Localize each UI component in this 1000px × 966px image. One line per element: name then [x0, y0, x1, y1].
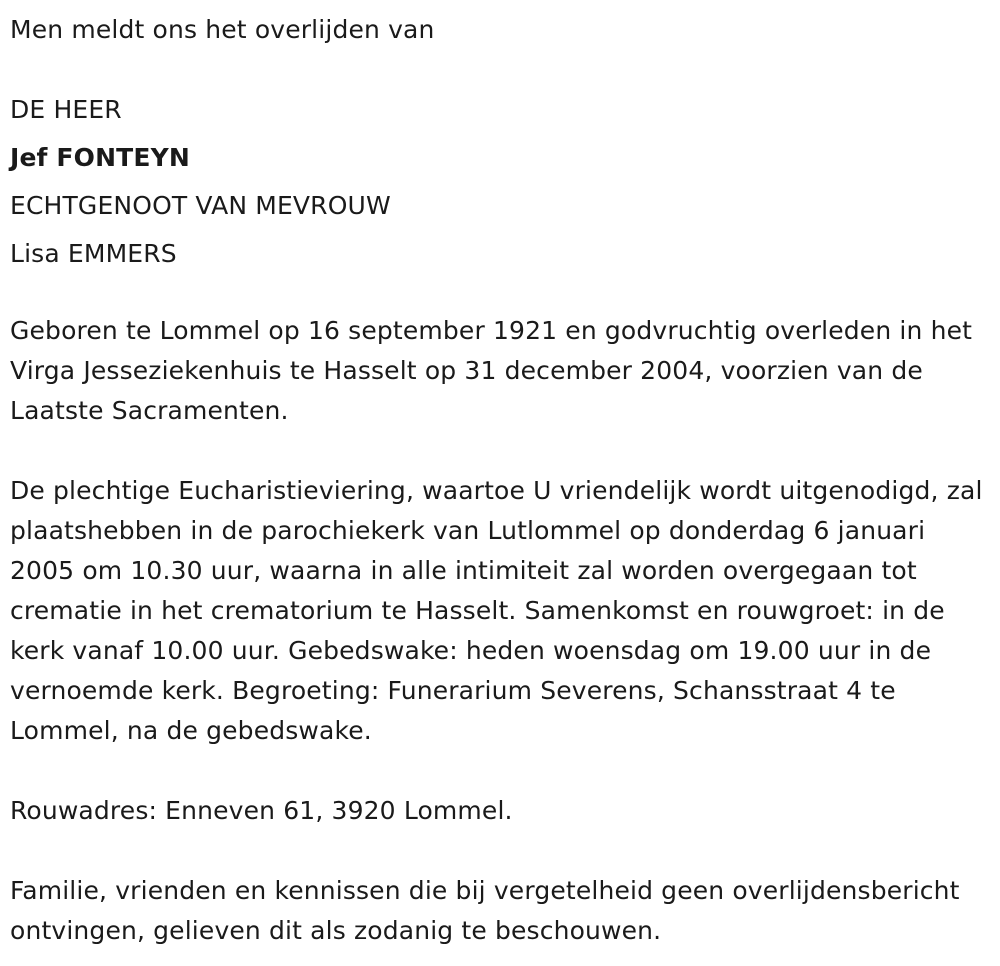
birth-death-paragraph: Geboren te Lommel op 16 september 1921 en godvruchtig overleden in het Virga Jesseziekenhuis te Hasselt op 31 december 2004, voorzien van de Laatste Sacramenten. — [10, 316, 973, 425]
honorific: DE HEER — [10, 95, 122, 124]
death-notice — [10, 6, 985, 951]
address-paragraph: Rouwadres: Enneven 61, 3920 Lommel. — [10, 796, 513, 825]
intro-line: Men meldt ons het overlijden van — [10, 15, 435, 44]
closing-paragraph: Familie, vrienden en kennissen die bij vergetelheid geen overlijdensbericht ontvingen, gelieven dit als zodanig te beschouwen. — [10, 876, 960, 945]
ceremony-paragraph: De plechtige Eucharistieviering, waartoe U vriendelijk wordt uitgenodigd, zal plaatshebben in de parochiekerk van Lutlommel op donderdag 6 januari 2005 om 10.30 uur, waarna in alle intimiteit zal worden overgegaan tot crematie in het crematorium te Hasselt. Samenkomst en rouwgroet: in de kerk vanaf 10.00 uur. Gebedswake: heden woensdag om 19.00 uur in de vernoemde kerk. Begroeting: Funerarium Severens, Schansstraat 4 te Lommel, na de gebedswake. — [10, 476, 983, 745]
relation-line: ECHTGENOOT VAN MEVROUW — [10, 191, 391, 220]
spouse-name: Lisa EMMERS — [10, 239, 177, 268]
deceased-block — [10, 86, 985, 278]
deceased-name: Jef FONTEYN — [10, 143, 190, 172]
